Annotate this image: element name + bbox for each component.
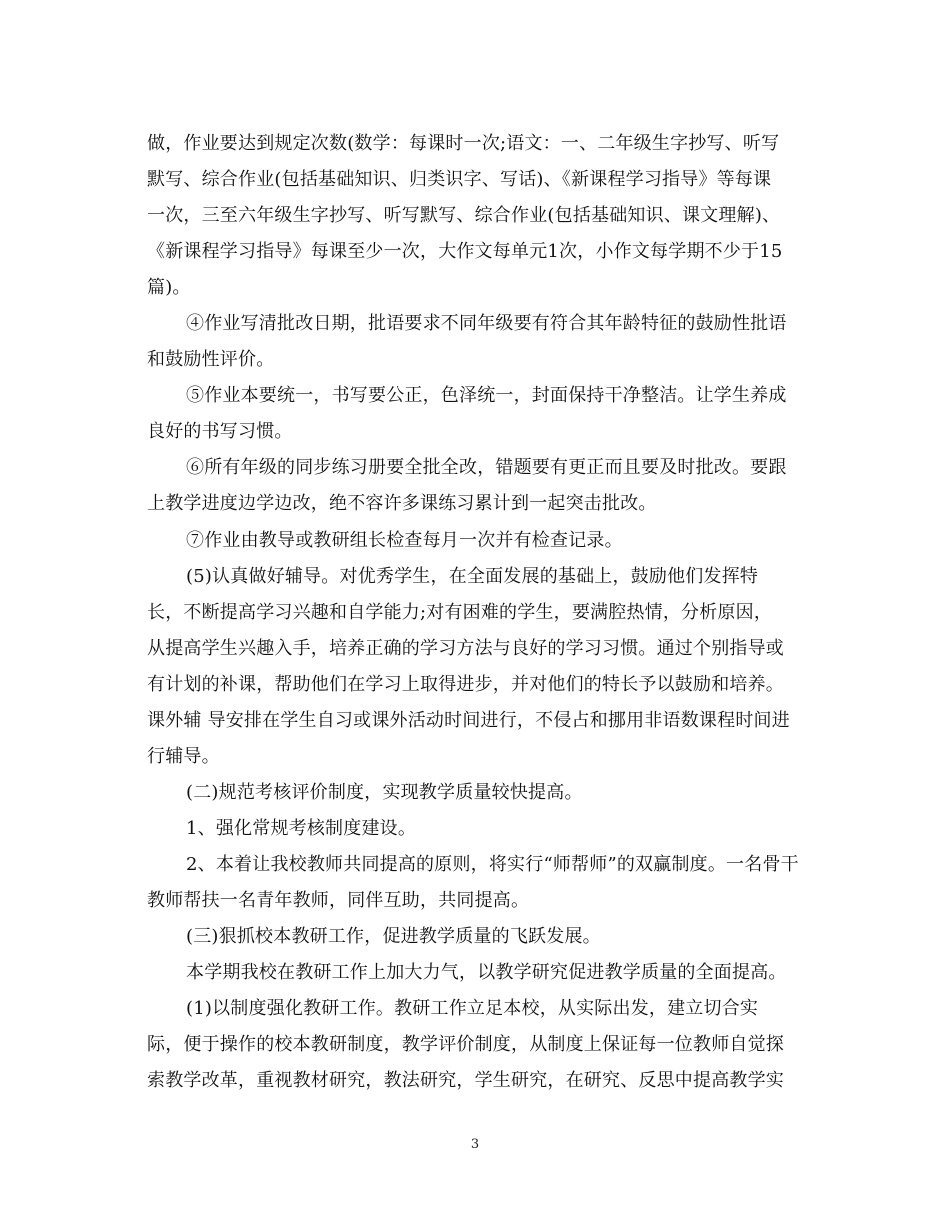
text-line: 默写、综合作业(包括基础知识、归类识字、写话)、《新课程学习指导》等每课 <box>147 169 772 190</box>
text-line: 做，作业要达到规定次数(数学：每课时一次;语文：一、二年级生字抄写、听写 <box>147 133 780 154</box>
text-line: 教师帮扶一名青年教师，同伴互助，共同提高。 <box>147 890 530 911</box>
text-line: 和鼓励性评价。 <box>147 349 275 370</box>
text-line: 本学期我校在教研工作上加大力气，以教学研究促进教学质量的全面提高。 <box>186 962 787 983</box>
text-line: ⑤作业本要统一，书写要公正，色泽统一，封面保持干净整洁。让学生养成 <box>186 385 787 406</box>
section-heading: (三)狠抓校本教研工作，促进教学质量的飞跃发展。 <box>186 926 601 947</box>
text-line: ⑦作业由教导或教研组长检查每月一次并有检查记录。 <box>186 530 623 551</box>
text-line: (5)认真做好辅导。对优秀学生，在全面发展的基础上，鼓励他们发挥特 <box>186 566 759 587</box>
text-line: 长，不断提高学习兴趣和自学能力;对有困难的学生，要满腔热情，分析原因， <box>147 602 773 623</box>
text-line: 索教学改革，重视教材研究，教法研究，学生研究，在研究、反思中提高教学实 <box>147 1070 784 1091</box>
text-line: 际，便于操作的校本教研制度，教学评价制度，从制度上保证每一位教师自觉探 <box>147 1034 784 1055</box>
text-line: 有计划的补课，帮助他们在学习上取得进步，并对他们的特长予以鼓励和培养。 <box>147 674 784 695</box>
text-line: 从提高学生兴趣入手，培养正确的学习方法与良好的学习习惯。通过个别指导或 <box>147 638 784 659</box>
text-line: 良好的书写习惯。 <box>147 421 293 442</box>
text-line: 篇)。 <box>147 277 191 298</box>
text-line: 《新课程学习指导》每课至少一次，大作文每单元1次，小作文每学期不少于15 <box>147 241 783 262</box>
page-number: 3 <box>470 1137 480 1152</box>
section-heading: (二)规范考核评价制度，实现教学质量较快提高。 <box>186 782 583 803</box>
text-line: ④作业写清批改日期，批语要求不同年级要有符合其年龄特征的鼓励性批语 <box>186 313 787 334</box>
text-line: 上教学进度边学边改，绝不容许多课练习累计到一起突击批改。 <box>147 493 657 514</box>
text-line: (1)以制度强化教研工作。教研工作立足本校，从实际出发，建立切合实 <box>186 998 759 1019</box>
text-line: ⑥所有年级的同步练习册要全批全改，错题要有更正而且要及时批改。要跟 <box>186 457 787 478</box>
text-line: 一次，三至六年级生字抄写、听写默写、综合作业(包括基础知识、课文理解)、 <box>147 205 781 226</box>
text-line: 2、本着让我校教师共同提高的原则，将实行“师帮师”的双赢制度。一名骨干 <box>186 854 799 875</box>
text-line: 1、强化常规考核制度建设。 <box>186 818 417 839</box>
text-line: 行辅导。 <box>147 746 220 767</box>
text-line: 课外辅 导安排在学生自习或课外活动时间进行，不侵占和挪用非语数课程时间进 <box>147 710 790 731</box>
